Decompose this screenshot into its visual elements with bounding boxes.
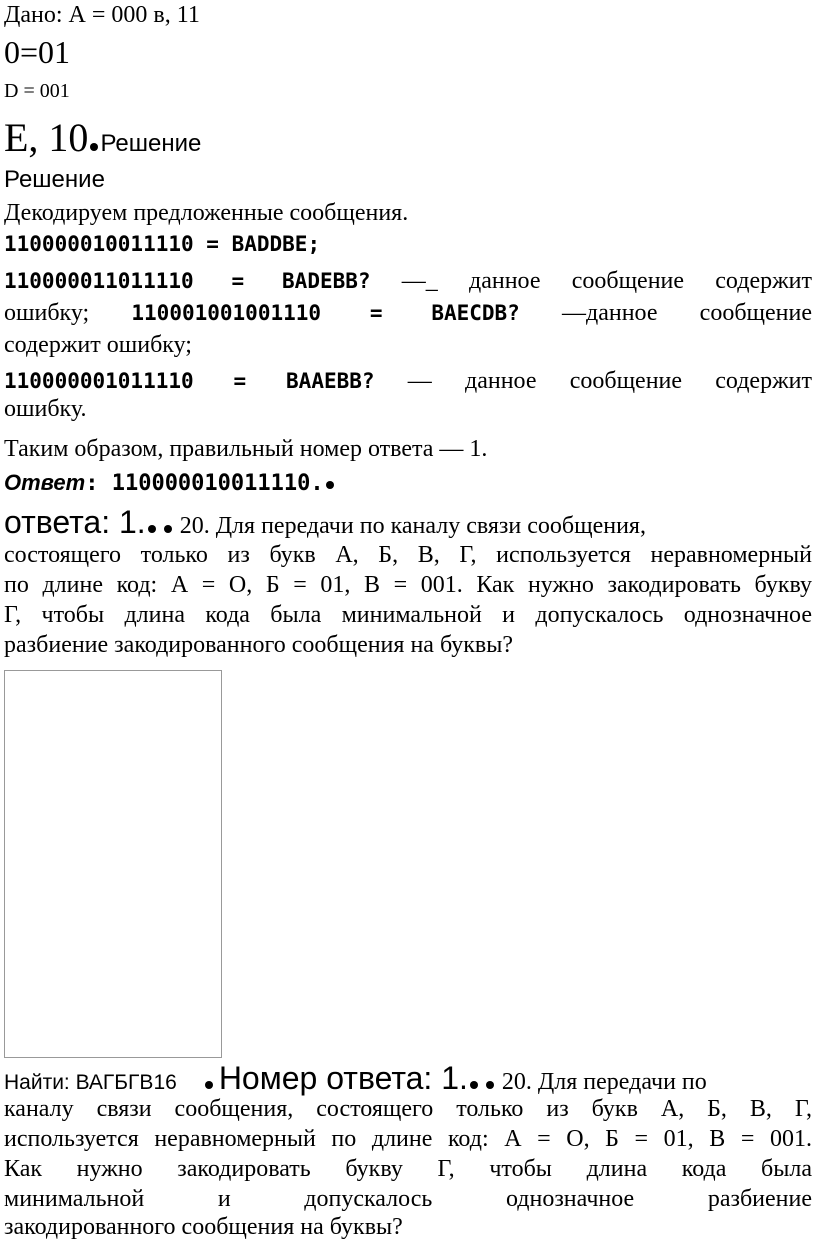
given-line-1: Дано: А = 000 в, 11	[4, 2, 200, 28]
solution-label: Решение	[100, 130, 202, 157]
answer-number: Номер ответа: 1.	[218, 1060, 468, 1096]
solution-heading: Решение	[4, 166, 105, 193]
problem-text-line-3: используется неравномерный по длине код: А = О, Б = 01, В = 001.	[4, 1126, 812, 1152]
bullet-icon	[486, 1081, 494, 1089]
message-2-code: 110000011011110	[4, 269, 194, 293]
message-4-decoded: = BAAEBB?	[193, 369, 375, 393]
problem-text-line-5: разбиение закодированного сообщения на буквы?	[4, 632, 514, 658]
message-1-code: 110000010011110	[4, 232, 194, 256]
problem-text-line-4: Как нужно закодировать букву Г, чтобы длина кода была	[4, 1156, 812, 1182]
given-e-value: E, 10	[4, 115, 89, 160]
given-line-3: D = 001	[4, 80, 70, 102]
problem-text-line-2: каналу связи сообщения, состоящего только из букв А, Б, В, Г,	[4, 1096, 812, 1122]
answer-label: Ответ	[4, 470, 86, 495]
message-3-code: 110001001001110	[131, 301, 322, 325]
problem-text-line-6: закодированного сообщения на буквы?	[4, 1214, 403, 1240]
problem-text-line-1: Для передачи по каналу связи сообщения,	[209, 513, 646, 539]
conclusion: Таким образом, правильный номер ответа — 1.	[4, 436, 488, 462]
image-placeholder	[4, 670, 222, 1058]
given-line-4	[4, 114, 201, 161]
solution-intro: Декодируем предложенные сообщения.	[4, 200, 409, 226]
given-line-2: 0=01	[4, 34, 71, 70]
message-2-dash: —_	[370, 268, 438, 294]
bullet-icon	[164, 525, 172, 533]
message-4-code: 110000001011110	[4, 369, 194, 393]
answer-value: : 110000010011110.	[85, 471, 324, 496]
find-label: Найти: ВАГБГВ16	[4, 1071, 177, 1094]
problem-text-line-5: минимальной и допускалось однозначное разбиение	[4, 1186, 812, 1212]
bullet-icon	[470, 1081, 478, 1089]
bullet-icon	[205, 1081, 213, 1089]
bullet-icon	[90, 143, 98, 151]
answer-line	[4, 470, 336, 496]
message-4-cont: ошибку.	[4, 396, 87, 422]
problem-20-second-line	[4, 1060, 707, 1097]
problem-text-line-2: состоящего только из букв А, Б, В, Г, используется неравномерный	[4, 542, 812, 568]
answer-lead: ответа: 1.	[4, 504, 146, 540]
message-1	[4, 232, 320, 257]
problem-text-line-4: Г, чтобы длина кода была минимальной и допускалось однозначное	[4, 602, 812, 628]
message-3	[4, 300, 812, 327]
message-3-cont: содержит ошибку;	[4, 332, 192, 358]
message-4	[4, 368, 812, 395]
problem-number: 20.	[495, 1069, 532, 1095]
bullet-icon	[326, 481, 334, 489]
message-2-cont: ошибку;	[4, 300, 90, 326]
message-2	[4, 268, 812, 295]
message-4-text: — данное сообщение содержит	[407, 368, 813, 394]
message-2-text: данное сообщение содержит	[469, 268, 813, 294]
message-3-text: —данное сообщение	[519, 300, 812, 326]
problem-20-first-line	[4, 504, 646, 541]
problem-number: 20.	[173, 513, 210, 539]
message-1-decoded: = BADDBE;	[193, 232, 321, 256]
message-3-decoded: = BAECDB?	[321, 301, 520, 325]
problem-text-line-3: по длине код: А = О, Б = 01, В = 001. Как нужно закодировать букву	[4, 572, 812, 598]
problem-text-line-1: Для передачи по	[531, 1069, 707, 1095]
bullet-icon	[148, 525, 156, 533]
message-2-decoded: = BADEBB?	[193, 269, 371, 293]
